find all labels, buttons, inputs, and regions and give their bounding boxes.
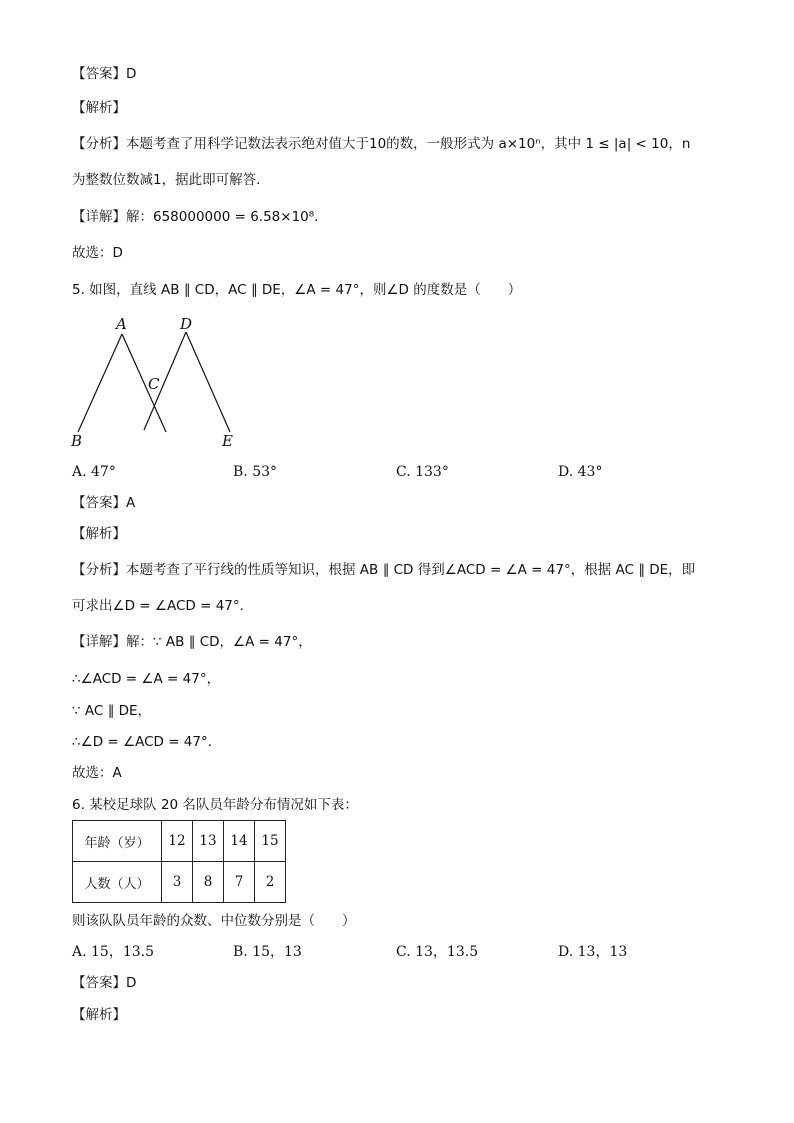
- table-cell: 12: [162, 821, 193, 862]
- q4-answer: 【答案】D: [72, 66, 137, 82]
- q5-detail-line1: 【详解】解：∵ AB ∥ CD，∠A = 47°，: [72, 634, 312, 650]
- q5-option-a: A. 47°: [72, 464, 116, 480]
- q6-question: 则该队队员年龄的众数、中位数分别是（ ）: [72, 913, 356, 929]
- label-d: D: [180, 315, 193, 333]
- q5-stem: 5. 如图，直线 AB ∥ CD，AC ∥ DE，∠A = 47°，则∠D 的度数是（ ）: [72, 282, 522, 298]
- table-header-age: 年龄（岁）: [73, 821, 162, 862]
- q5-option-d: D. 43°: [558, 464, 603, 480]
- q5-analysis-tag: 【解析】: [72, 526, 126, 542]
- q6-answer: 【答案】D: [72, 975, 137, 991]
- q5-detail-line2: ∴∠ACD = ∠A = 47°，: [72, 671, 221, 687]
- q6-analysis-tag: 【解析】: [72, 1007, 126, 1023]
- q6-option-b: B. 15，13: [233, 944, 302, 960]
- table-header-count: 人数（人）: [73, 862, 162, 903]
- table-row: [73, 821, 286, 862]
- table-row: [73, 862, 286, 903]
- line-de: [186, 332, 230, 432]
- q5-option-b: B. 53°: [233, 464, 278, 480]
- line-ab: [78, 334, 122, 432]
- label-a: A: [116, 315, 127, 333]
- q5-analysis-line2: 可求出∠D = ∠ACD = 47°．: [72, 598, 254, 614]
- table-cell: 15: [255, 821, 286, 862]
- q5-geometry-figure: [66, 312, 256, 452]
- q6-option-c: C. 13，13.5: [396, 944, 479, 960]
- q5-detail-line4: ∴∠D = ∠ACD = 47°．: [72, 734, 222, 750]
- label-e: E: [222, 432, 233, 450]
- q4-choice: 故选：D: [72, 245, 123, 261]
- q4-detail: 【详解】解：658000000 = 6.58×10⁸．: [72, 209, 328, 225]
- q6-option-d: D. 13，13: [558, 944, 628, 960]
- label-c: C: [148, 375, 160, 393]
- q5-option-c: C. 133°: [396, 464, 449, 480]
- q4-analysis-line1: 【分析】本题考查了用科学记数法表示绝对值大于10的数，一般形式为 a×10ⁿ，其中 1 ≤ |a| < 10，n: [72, 136, 691, 152]
- q5-analysis-line1: 【分析】本题考查了平行线的性质等知识，根据 AB ∥ CD 得到∠ACD = ∠A = 47°，根据 AC ∥ DE，即: [72, 562, 696, 578]
- q4-analysis-tag: 【解析】: [72, 100, 126, 116]
- q5-detail-line3: ∵ AC ∥ DE，: [72, 703, 152, 719]
- q6-age-table: [72, 820, 286, 903]
- table-cell: 8: [193, 862, 224, 903]
- q4-analysis-line2: 为整数位数减1，据此即可解答．: [72, 172, 270, 188]
- table-cell: 13: [193, 821, 224, 862]
- q5-choice: 故选：A: [72, 765, 122, 781]
- table-cell: 7: [224, 862, 255, 903]
- table-cell: 2: [255, 862, 286, 903]
- table-cell: 14: [224, 821, 255, 862]
- q6-stem: 6. 某校足球队 20 名队员年龄分布情况如下表：: [72, 797, 358, 813]
- q6-option-a: A. 15，13.5: [72, 944, 154, 960]
- q5-answer: 【答案】A: [72, 495, 136, 511]
- label-b: B: [71, 432, 83, 450]
- table-cell: 3: [162, 862, 193, 903]
